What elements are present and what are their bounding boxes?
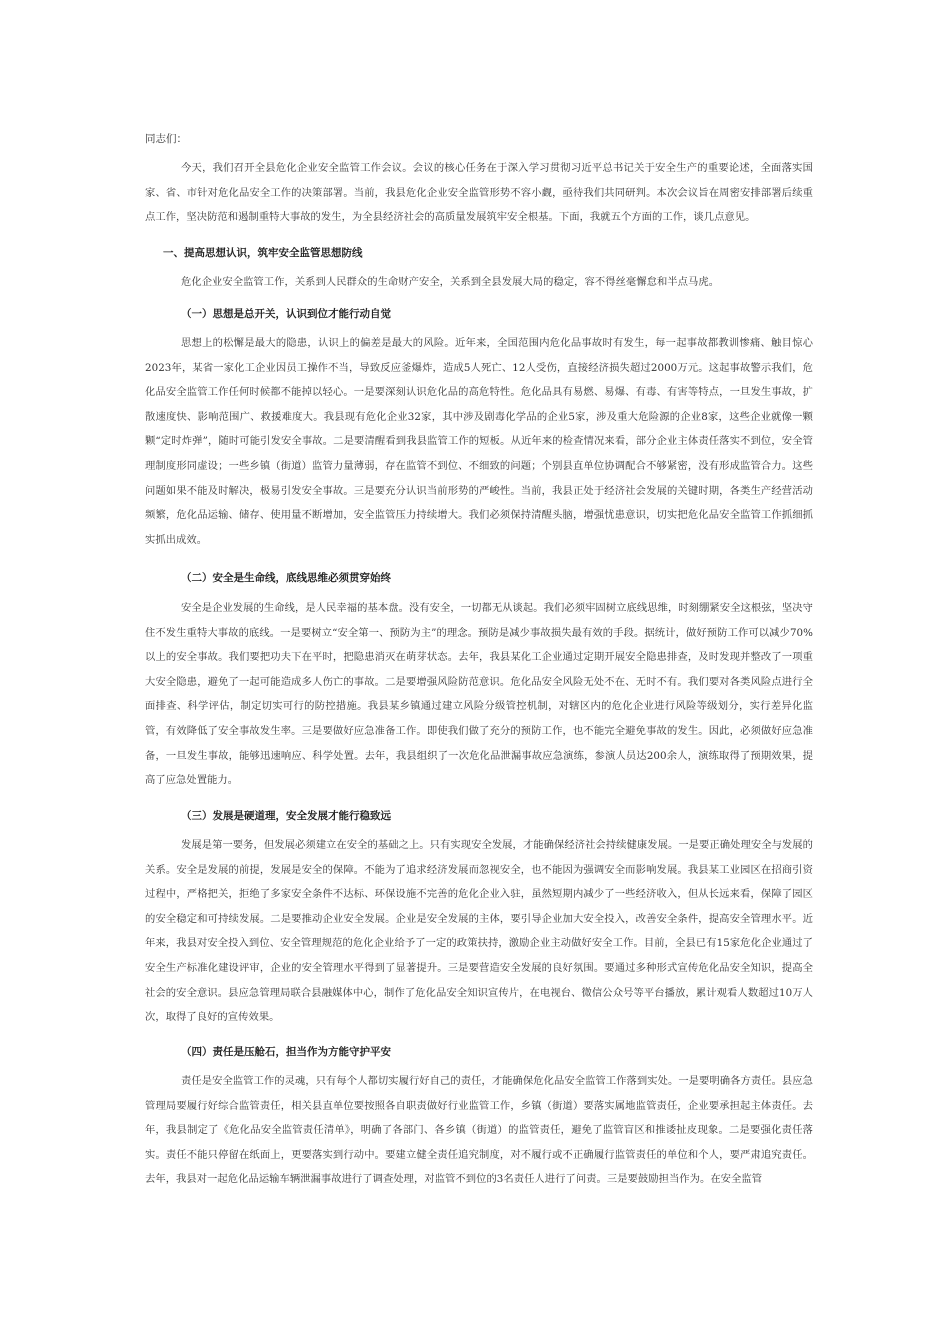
subsection-heading-1: （一）思想是总开关，认识到位才能行动自觉 <box>181 308 391 320</box>
subsection-heading-2: （二）安全是生命线，底线思维必须贯穿始终 <box>181 572 391 584</box>
subsection-2-paragraph: 安全是企业发展的生命线，是人民幸福的基本盘。没有安全，一切都无从谈起。我们必须牢固树立底线思维，时刻绷紧安全这根弦，坚决守住不发生重特大事故的底线。一是要树立“安全第一、预防为主”的理念。预防是减少事故损失最有效的手段。据统计，做好预防工作可以减少70%以上的安全事故。我们要把功夫下在平时，把隐患消灭在萌芽状态。去年，我县某化工企业通过定期开展安全隐患排查，及时发现并整改了一项重大安全隐患，避免了一起可能造成多人伤亡的事故。二是要增强风险防范意识。危化品安全风险无处不在、无时不有。我们要对各类风险点进行全面排查、科学评估，制定切实可行的防控措施。我县某乡镇通过建立风险分级管控机制，对辖区内的危化企业进行风险等级划分，实行差异化监管，有效降低了安全事故发生率。三是要做好应急准备工作。即使我们做了充分的预防工作，也不能完全避免事故的发生。因此，必须做好应急准备，一旦发生事故，能够迅速响应、科学处置。去年，我县组织了一次危化品泄漏事故应急演练，参演人员达200余人，演练取得了预期效果，提高了应急处置能力。 <box>145 602 813 787</box>
section-1-intro-paragraph: 危化企业安全监管工作，关系到人民群众的生命财产安全，关系到全县发展大局的稳定，容不得丝毫懈怠和半点马虎。 <box>181 276 720 288</box>
salutation: 同志们： <box>145 133 187 145</box>
subsection-4-paragraph: 责任是安全监管工作的灵魂，只有每个人都切实履行好自己的责任，才能确保危化品安全监管工作落到实处。一是要明确各方责任。县应急管理局要履行好综合监管责任，相关县直单位要按照各自职责做好行业监管工作，乡镇（街道）要落实属地监管责任，企业要承担起主体责任。去年，我县制定了《危化品安全监管责任清单》，明确了各部门、各乡镇（街道）的监管责任，避免了监管盲区和推诿扯皮现象。二是要强化责任落实。责任不能只停留在纸面上，更要落实到行动中。要建立健全责任追究制度，对不履行或不正确履行监管责任的单位和个人，要严肃追究责任。去年，我县对一起危化品运输车辆泄漏事故进行了调查处理，对监管不到位的3名责任人进行了问责。三是要鼓励担当作为。在安全监管 <box>145 1075 813 1186</box>
subsection-heading-4: （四）责任是压舱石，担当作为方能守护平安 <box>181 1046 391 1058</box>
intro-paragraph: 今天，我们召开全县危化企业安全监管工作会议。会议的核心任务在于深入学习贯彻习近平总书记关于安全生产的重要论述，全面落实国家、省、市针对危化品安全工作的决策部署。当前，我县危化企业安全监管形势不容小觑，亟待我们共同研判。本次会议旨在周密安排部署后续重点工作，坚决防范和遏制重特大事故的发生，为全县经济社会的高质量发展筑牢安全根基。下面，我就五个方面的工作，谈几点意见。 <box>145 162 813 224</box>
subsection-1-paragraph: 思想上的松懈是最大的隐患，认识上的偏差是最大的风险。近年来，全国范围内危化品事故时有发生，每一起事故都教训惨痛、触目惊心2023年，某省一家化工企业因员工操作不当，导致反应釜爆炸，造成5人死亡、12人受伤，直接经济损失超过2000万元。这起事故警示我们，危化品安全监管工作任何时候都不能掉以轻心。一是要深刻认识危化品的高危特性。危化品具有易燃、易爆、有毒、有害等特点，一旦发生事故，扩散速度快、影响范围广、救援难度大。我县现有危化企业32家，其中涉及剧毒化学品的企业5家，涉及重大危险源的企业8家，这些企业就像一颗颗“定时炸弹”，随时可能引发安全事故。二是要清醒看到我县监管工作的短板。从近年来的检查情况来看，部分企业主体责任落实不到位，安全管理制度形同虚设；一些乡镇（街道）监管力量薄弱，存在监管不到位、不细致的问题；个别县直单位协调配合不够紧密，没有形成监管合力。这些问题如果不能及时解决，极易引发安全事故。三是要充分认识当前形势的严峻性。当前，我县正处于经济社会发展的关键时期，各类生产经营活动频繁，危化品运输、储存、使用量不断增加，安全监管压力持续增大。我们必须保持清醒头脑，增强忧患意识，切实把危化品安全监管工作抓细抓实抓出成效。 <box>145 337 813 546</box>
section-heading-1: 一、提高思想认识，筑牢安全监管思想防线 <box>163 247 363 259</box>
subsection-heading-3: （三）发展是硬道理，安全发展才能行稳致远 <box>181 810 391 822</box>
subsection-3-paragraph: 发展是第一要务，但发展必须建立在安全的基础之上。只有实现安全发展，才能确保经济社会持续健康发展。一是要正确处理安全与发展的关系。安全是发展的前提，发展是安全的保障。不能为了追求经济发展而忽视安全，也不能因为强调安全而影响发展。我县某工业园区在招商引资过程中，严格把关，拒绝了多家安全条件不达标、环保设施不完善的危化企业入驻，虽然短期内减少了一些经济收入，但从长远来看，保障了园区的安全稳定和可持续发展。二是要推动企业安全发展。企业是安全发展的主体，要引导企业加大安全投入，改善安全条件，提高安全管理水平。近年来，我县对安全投入到位、安全管理规范的危化企业给予了一定的政策扶持，激励企业主动做好安全工作。目前，全县已有15家危化企业通过了安全生产标准化建设评审，企业的安全管理水平得到了显著提升。三是要营造安全发展的良好氛围。要通过多种形式宣传危化品安全知识，提高全社会的安全意识。县应急管理局联合县融媒体中心，制作了危化品安全知识宣传片，在电视台、微信公众号等平台播放，累计观看人数超过10万人次，取得了良好的宣传效果。 <box>145 839 813 1024</box>
